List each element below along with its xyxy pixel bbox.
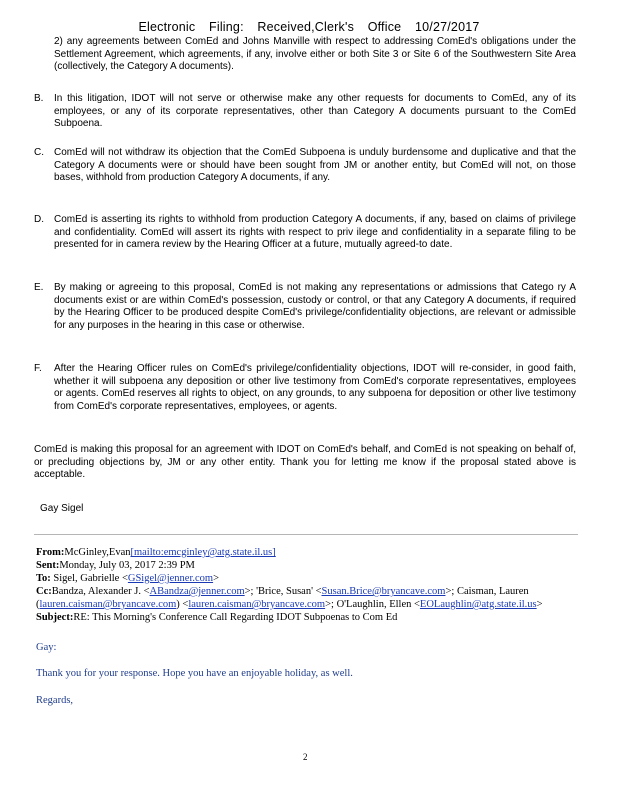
cc-name-2: >; 'Brice, Susan' <	[244, 586, 322, 597]
sent-label: Sent:	[36, 560, 60, 571]
cc-name-1: Bandza, Alexander J. <	[51, 586, 150, 597]
list-text: ComEd will not withdraw its objection that the ComEd Subpoena is unduly burdensome and duplicative and that the Category A documents were or should have been sought from JM or another entity, but ComEd will not, on those bases, withhold from production Category A documents, if any.	[54, 147, 576, 183]
list-item-e	[34, 282, 576, 332]
email-signoff: Regards,	[36, 695, 74, 706]
email-divider	[34, 534, 578, 535]
cc-name-4: >; O'Laughlin, Ellen <	[325, 599, 420, 610]
item-2-paragraph: 2) any agreements between ComEd and Johns Manville with respect to addressing ComEd's obligations under the Settlement Agreement, which agreements, if any, involve either or both Site 3 or Site 6 of the Southwestern Site Area (collectively, the Category A documents).	[54, 36, 576, 72]
list-letter: E.	[34, 282, 44, 293]
to-label: To:	[36, 573, 51, 584]
list-letter: F.	[34, 363, 42, 374]
cc-email-link-3[interactable]: lauren.caisman@bryancave.com	[39, 599, 177, 610]
list-text: In this litigation, IDOT will not serve or otherwise make any other requests for documents to ComEd, any of its employees, or any of its corporate representatives, other than Category A documents pursuant to the ComEd Subpoena.	[54, 93, 576, 129]
list-text: By making or agreeing to this proposal, ComEd is not making any representations or admissions that Catego ry A documents exist or are within ComEd's possession, custody or control, or that any Category A documents, if required by the Hearing Officer to be produced despite ComEd's privilege/confidentiality objections, are relevant or admissible for any purposes in the hearing in this case or otherwise.	[54, 282, 576, 331]
cc-name-3: >; Caisman, Lauren (	[36, 586, 529, 610]
email-header-block	[36, 546, 584, 624]
cc-label: Cc:	[36, 586, 52, 597]
email-to-line	[36, 572, 584, 585]
email-greeting: Gay:	[36, 642, 57, 653]
list-item-f	[34, 363, 576, 413]
email-message: Thank you for your response. Hope you have an enjoyable holiday, as well.	[36, 668, 353, 679]
subject-value: RE: This Morning's Conference Call Regarding IDOT Subpoenas to Com Ed	[73, 612, 398, 623]
closing-paragraph: ComEd is making this proposal for an agreement with IDOT on ComEd's behalf, and ComEd is not speaking on behalf of, or precluding objections by, JM or any other entity. Thank you for letting me know if the proposal stated above is acceptable.	[34, 444, 576, 480]
list-letter: C.	[34, 147, 44, 158]
email-cc-line	[36, 585, 584, 611]
from-name: McGinley,Evan	[64, 547, 131, 558]
list-item-d	[34, 214, 576, 252]
from-mailto-link[interactable]: [mailto:emcginley@atg.state.il.us]	[130, 547, 276, 558]
subject-label: Subject:	[36, 612, 74, 623]
to-end: >	[213, 573, 219, 584]
to-email-link[interactable]: GSigel@jenner.com	[127, 573, 214, 584]
cc-email-link-1[interactable]: ABandza@jenner.com	[149, 586, 245, 597]
list-item-c	[34, 147, 576, 185]
cc-email-link-3b[interactable]: lauren.caisman@bryancave.com	[188, 599, 326, 610]
list-text: After the Hearing Officer rules on ComEd's privilege/confidentiality objections, IDOT will re-consider, in good faith, whether it will subpoena any deposition or other live testimony from ComEd's corporate representatives, employees or agents. ComEd reserves all rights to object, on any grounds, to any subpoena for deposition or other live testimony from ComEd's corporate representatives, employees, or agents.	[54, 363, 576, 412]
page-number: 2	[303, 752, 308, 762]
list-text: ComEd is asserting its rights to withhold from production Category A documents, if any, based on claims of privilege and confidentiality. ComEd will assert its rights with respect to priv ilege and confidentiality in a separate filing to be presented for in camera review by the Hearing Officer at a future, mutually agreed-to date.	[54, 214, 576, 250]
from-label: From:	[36, 547, 65, 558]
cc-end: >	[536, 599, 543, 610]
sent-value: Monday, July 03, 2017 2:39 PM	[59, 560, 195, 571]
email-subject-line	[36, 611, 584, 624]
cc-email-link-2[interactable]: Susan.Brice@bryancave.com	[321, 586, 446, 597]
cc-email-link-4[interactable]: EOLaughlin@atg.state.il.us	[419, 599, 537, 610]
email-sent-line	[36, 559, 584, 572]
cc-mid-3: ) <	[176, 599, 189, 610]
filing-header: Electronic Filing: Received,Clerk's Office 10/27/2017	[138, 20, 480, 34]
list-letter: D.	[34, 214, 44, 225]
list-item-b	[34, 93, 576, 131]
email-from-line	[36, 546, 584, 559]
list-letter: B.	[34, 93, 44, 104]
to-name: Sigel, Gabrielle <	[53, 573, 128, 584]
signature: Gay Sigel	[40, 503, 84, 514]
